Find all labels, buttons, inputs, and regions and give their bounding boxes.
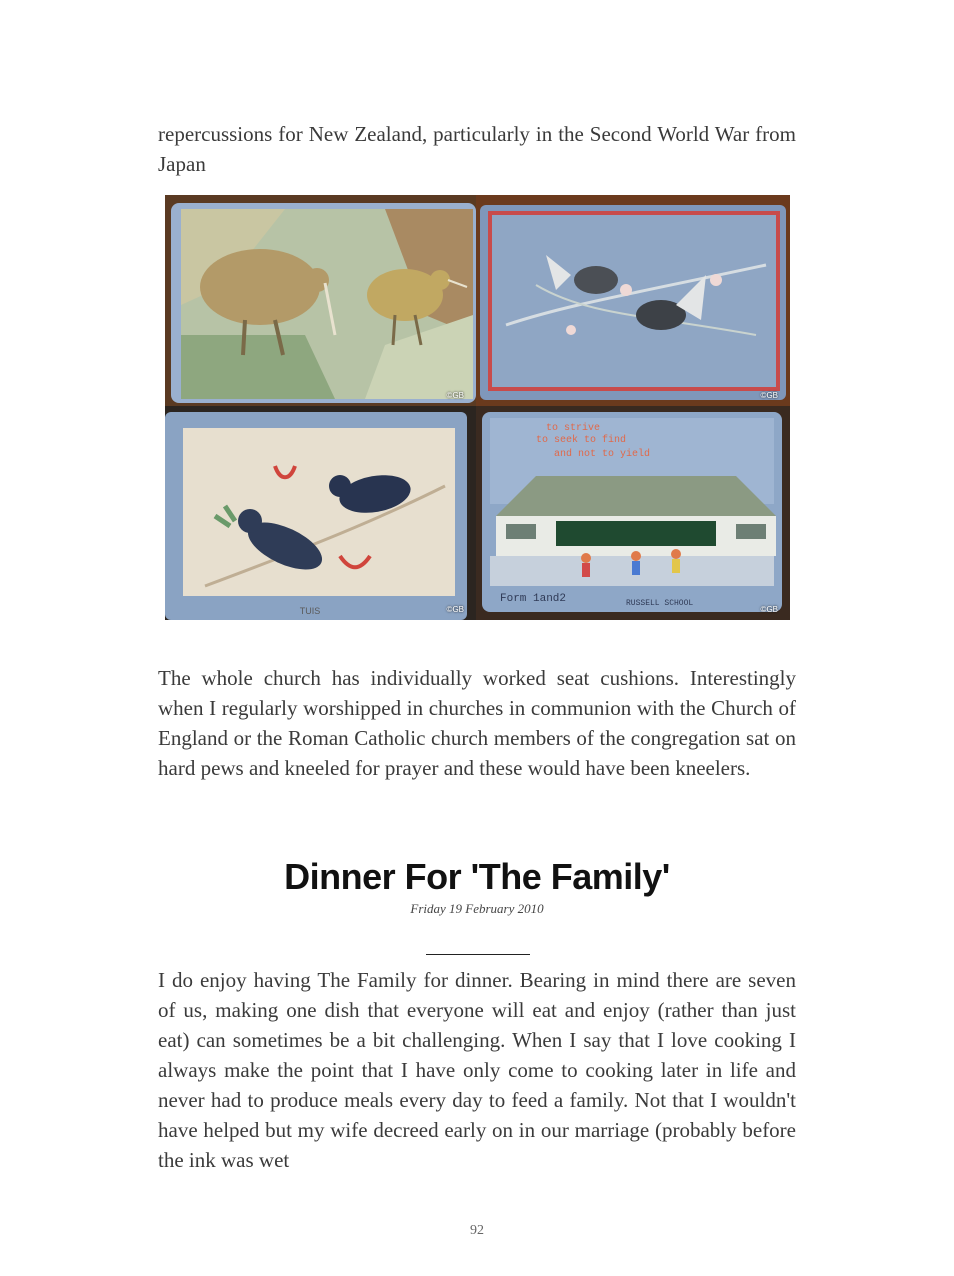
title-divider [426, 954, 530, 955]
school-motto-line-3: and not to yield [554, 449, 651, 460]
paragraph-intro [158, 119, 796, 179]
watermark-fantail: ©GB [760, 391, 778, 400]
paragraph-dinner-text: I do enjoy having The Family for dinner. Bearing in mind there are seven of us, making one dish that everyone will eat and enjoy (rather than just eat) can sometimes be a bit challenging. When I say that I love cooking I always make the point that I have only come to cooking later in life and never had to produce meals every day to feed a family. Not that I wouldn't have helped but my wife decreed early on in our marriage (probably before the ink was wet [158, 968, 796, 1172]
school-motto-line-1: to strive [546, 423, 601, 434]
post-title: Dinner For 'The Family' [284, 856, 670, 897]
paragraph-dinner [158, 965, 796, 1175]
cushion-photo-grid [165, 195, 790, 620]
paragraph-cushions [158, 663, 796, 783]
school-name: RUSSELL SCHOOL [626, 599, 694, 608]
photo-school-cushion [476, 406, 790, 620]
tui-cushion-label: TUIS [299, 606, 321, 616]
paragraph-cushions-text: The whole church has individually worked seat cushions. Interestingly when I regularly worshipped in churches in communion with the Church of England or the Roman Catholic church members of the congregation sat on hard pews and kneeled for prayer and these would have been kneelers. [158, 666, 796, 780]
watermark-tui: ©GB [446, 605, 464, 614]
school-motto-line-2: to seek to find [536, 435, 627, 446]
page-number: 92 [470, 1223, 484, 1238]
school-caption: Form 1and2 [500, 593, 567, 605]
watermark-school: ©GB [760, 605, 778, 614]
watermark-kiwi: ©GB [446, 391, 464, 400]
post-date: Friday 19 February 2010 [410, 901, 544, 916]
photo-fantail-cushion [476, 195, 790, 406]
photo-kiwi-cushion [165, 195, 476, 406]
paragraph-intro-text: repercussions for New Zealand, particularly in the Second World War from Japan [158, 122, 796, 176]
photo-tui-cushion [165, 406, 476, 620]
